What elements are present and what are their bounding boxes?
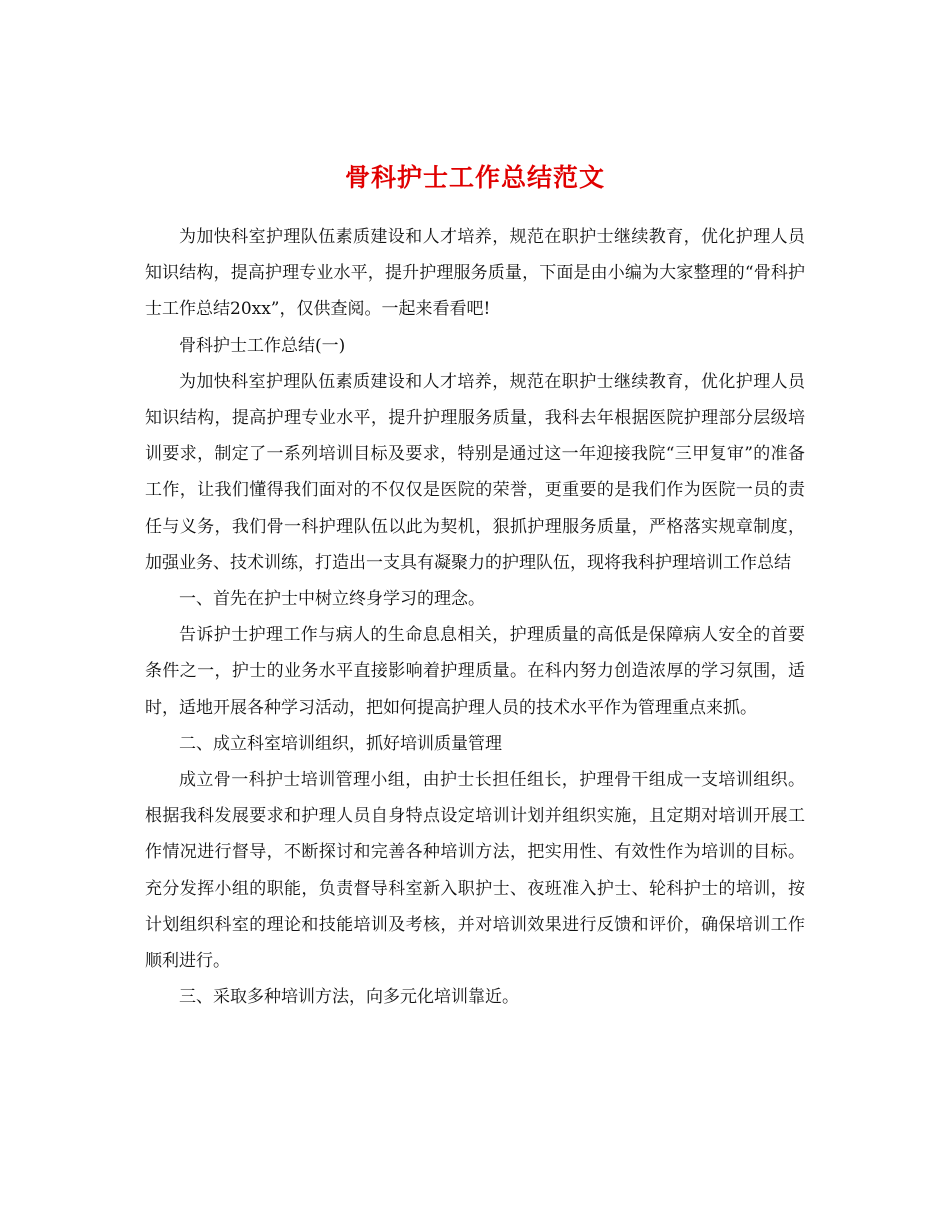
paragraph-section-1: 告诉护士护理工作与病人的生命息息相关，护理质量的高低是保障病人安全的首要条件之一，护士的业务水平直接影响着护理质量。在科内努力创造浓厚的学习氛围，适时，适地开展各种学习活动，把如何提高护理人员的技术水平作为管理重点来抓。 (145, 625, 805, 718)
paragraph-part-one-intro: 为加快科室护理队伍素质建设和人才培养，规范在职护士继续教育，优化护理人员知识结构，提高护理专业水平，提升护理服务质量，我科去年根据医院护理部分层级培训要求，制定了一系列培训目标及要求，特别是通过这一年迎接我院“三甲复审”的准备工作，让我们懂得我们面对的不仅仅是医院的荣誉，更重要的是我们作为医院一员的责任与义务，我们骨一科护理队伍以此为契机，狠抓护理服务质量，严格落实规章制度，加强业务、技术训练，打造出一支具有凝聚力的护理队伍，现将我科护理培训工作总结 (145, 371, 805, 573)
document-body (145, 219, 805, 1015)
section-heading-1: 一、首先在护士中树立终身学习的理念。 (179, 589, 485, 610)
section-heading-3: 三、采取多种培训方法，向多元化培训靠近。 (179, 987, 519, 1008)
section-heading-2: 二、成立科室培训组织，抓好培训质量管理 (179, 733, 502, 754)
paragraph-intro: 为加快科室护理队伍素质建设和人才培养，规范在职护士继续教育，优化护理人员知识结构，提高护理专业水平，提升护理服务质量，下面是由小编为大家整理的“骨科护士工作总结20xx”，仅供查阅。一起来看看吧! (145, 227, 805, 320)
paragraph-section-2: 成立骨一科护士培训管理小组，由护士长担任组长，护理骨干组成一支培训组织。根据我科发展要求和护理人员自身特点设定培训计划并组织实施，且定期对培训开展工作情况进行督导，不断探讨和完善各种培训方法，把实用性、有效性作为培训的目标。充分发挥小组的职能，负责督导科室新入职护士、夜班准入护士、轮科护士的培训，按计划组织科室的理论和技能培训及考核，并对培训效果进行反馈和评价，确保培训工作顺利进行。 (145, 770, 805, 972)
document-title: 骨科护士工作总结范文 (344, 162, 605, 192)
section-heading-part-one: 骨科护士工作总结(一) (179, 335, 346, 356)
